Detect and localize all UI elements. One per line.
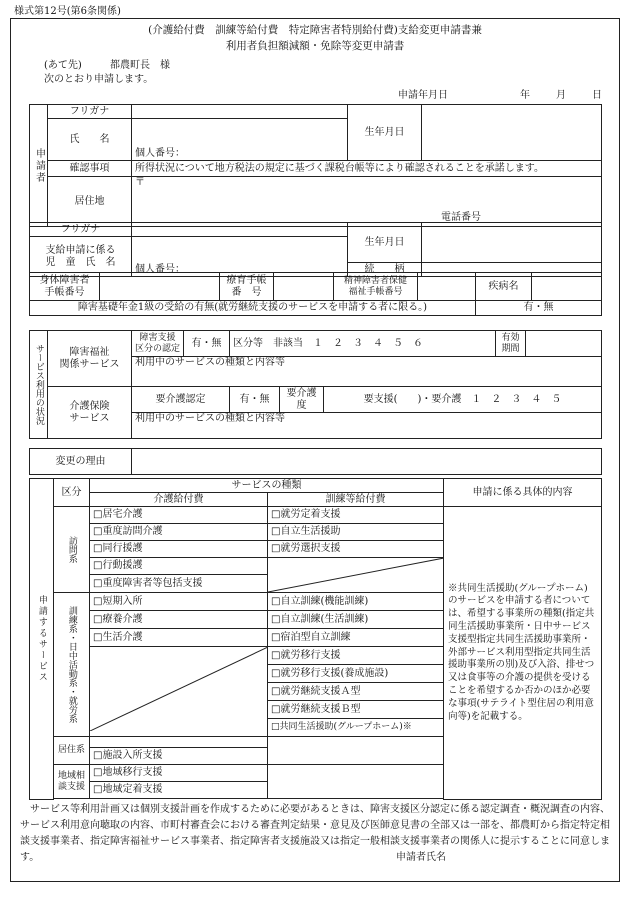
visiting-care-item[interactable]: □重度障害者等包括支援: [93, 578, 203, 589]
phone-label: 電話番号: [441, 212, 481, 223]
consent-label: 確認事項: [48, 161, 132, 177]
child-birthdate-label: 生年月日: [348, 223, 422, 263]
disease-label: 疾病名: [476, 273, 532, 301]
furigana-label: フリガナ: [48, 105, 132, 119]
services-table: [29, 478, 602, 800]
daytime-training-item[interactable]: □就労継続支援Ａ型: [268, 683, 443, 701]
rehab-handbook-field[interactable]: [274, 273, 334, 301]
pension-yes-no[interactable]: 有・無: [476, 301, 602, 316]
name-field[interactable]: [132, 119, 348, 161]
community-training-empty: [268, 765, 444, 799]
date-year: 年: [520, 90, 530, 101]
child-personal-number: 個人番号：: [135, 264, 185, 275]
valid-period-label: [496, 331, 526, 357]
change-reason-label: 変更の理由: [30, 449, 132, 475]
child-label-line2: 児 童 氏 名: [45, 256, 116, 268]
visiting-training-item[interactable]: □自立生活援助: [268, 524, 443, 541]
mental-line1: 精神障害者保健: [343, 275, 407, 286]
daytime-care-item[interactable]: □生活介護: [90, 629, 267, 647]
valid-line1: 有効: [501, 332, 520, 343]
residential-label: 居住系: [54, 737, 90, 765]
title-line-2: 利用者負担額減額・免除等変更申請書: [225, 40, 405, 52]
visiting-training-item[interactable]: □就労定着支援: [268, 507, 443, 524]
visiting-label: 訪問系: [54, 507, 90, 593]
daytime-training-item[interactable]: □就労移行支援(養成施設): [268, 665, 443, 683]
support-cert-line2: 区分の認定: [135, 343, 181, 354]
support-cert-yes-no[interactable]: 有・無: [184, 331, 230, 357]
community-care-item[interactable]: □地域移行支援: [90, 765, 267, 782]
care-level-label: 要介護度: [280, 387, 324, 413]
visiting-diagonal: [268, 558, 444, 592]
valid-line2: 期間: [501, 343, 520, 354]
pension-text: 障害基礎年金1級の受給の有無(就労継続支援のサービスを申請する者に限る。): [30, 301, 476, 316]
change-reason-field[interactable]: [132, 449, 602, 475]
child-name-field[interactable]: [132, 237, 348, 277]
name-label: 氏 名: [48, 119, 132, 161]
community-label: 地域相談支援: [54, 765, 90, 799]
care-levels[interactable]: 要支援( )・要介護 １ ２ ３ ４ ５: [324, 387, 602, 413]
care-header: 介護給付費: [90, 493, 268, 507]
disease-field[interactable]: [532, 273, 602, 301]
daytime-training-item[interactable]: □自立訓練(生活訓練): [268, 611, 443, 629]
visiting-training-item[interactable]: □就労選択支援: [268, 541, 443, 558]
physical-handbook-field[interactable]: [100, 273, 220, 301]
residential-care-list: [90, 737, 268, 765]
child-name-label: [30, 237, 132, 277]
details-header: 申請に係る具体的内容: [444, 479, 602, 507]
residential-training-empty: [268, 737, 444, 765]
care-services-field[interactable]: 利用中のサービスの種類と内容等: [132, 413, 602, 439]
furigana-field[interactable]: [132, 105, 348, 119]
care-cert-yes-no[interactable]: 有・無: [230, 387, 280, 413]
visiting-care-item[interactable]: □重度訪問介護: [90, 524, 267, 541]
rehab-handbook-label: [220, 273, 274, 301]
address-field[interactable]: [132, 177, 602, 227]
community-care-item[interactable]: □地域定着支援: [93, 784, 163, 795]
signature-label: 申請者氏名: [396, 852, 446, 863]
category-label: 区分: [54, 479, 90, 507]
daytime-training-list: [268, 593, 444, 737]
daytime-training-item[interactable]: □就労継続支援Ｂ型: [268, 701, 443, 719]
care-cert-label: 要介護認定: [132, 387, 230, 413]
daytime-label: 訓練系・日中活動系・就労系: [54, 593, 90, 737]
details-note[interactable]: ※共同生活援助(グループホーム)のサービスを申請する者については、希望する事業所の種類(指定共同生活援助事業所・日中サービス支援型指定共同生活援助事業所・外部サービス利用型指定共同生活援助事業所の別)及び入浴、排せつ又は食事等の介護の提供を受けることを希望するか否かのほか必要な事項(サテライト型住居の利用意向等)を記載する。: [444, 507, 602, 800]
support-category[interactable]: 区分等 非該当 １ ２ ３ ４ ５ ６: [230, 331, 496, 357]
daytime-training-item[interactable]: □共同生活援助(グループホーム)※: [271, 722, 412, 732]
residential-care-item[interactable]: □施設入所支援: [90, 747, 267, 764]
birthdate-label: 生年月日: [348, 105, 422, 161]
care-line1: 介護保険: [69, 400, 110, 412]
daytime-training-item[interactable]: □就労移行支援: [268, 647, 443, 665]
date-label: 申請年月日: [398, 90, 448, 101]
intro-text: 次のとおり申請します。: [44, 74, 154, 85]
welfare-line1: 障害福祉: [69, 346, 110, 358]
child-label-line1: 支給申請に係る: [45, 244, 116, 256]
footer-consent: [20, 802, 612, 866]
care-insurance-label: [48, 387, 132, 439]
addressee: 都農町長 様: [110, 60, 170, 71]
birthdate-field[interactable]: [422, 105, 602, 161]
child-furigana-field[interactable]: [132, 223, 348, 237]
support-cert-label: [132, 331, 184, 357]
change-reason-table: [29, 448, 602, 475]
addressee-label: (あて先): [44, 60, 82, 71]
visiting-care-item[interactable]: □行動援護: [90, 558, 267, 575]
mental-handbook-field[interactable]: [418, 273, 476, 301]
support-cert-line1: 障害支援: [139, 332, 176, 343]
footer-consent-text: サービス等利用計画又は個別支援計画を作成するために必要があるときは、障害支援区分認定に係る認定調査・概況調査の内容、サービス利用意向聴取の内容、市町村審査会における審査判定結果・意見及び医師意見書の全部又は一部を、都農町から指定特定相談支援事業者、指定障害福祉サービス事業者、指定障害者支援施設又は指定一般相談支援事業者の関係人に提示することに同意します。: [20, 804, 610, 863]
daytime-care-item[interactable]: □短期入所: [90, 593, 267, 611]
visiting-care-item[interactable]: □同行援護: [90, 541, 267, 558]
care-line2: サービス: [69, 412, 110, 424]
child-table: [29, 222, 602, 277]
daytime-training-item[interactable]: □自立訓練(機能訓練): [268, 593, 443, 611]
community-care-list: [90, 765, 268, 799]
services-section-label: 申請するサービス: [30, 479, 54, 800]
usage-section-label: サービス利用の状況: [30, 331, 48, 439]
usage-table: [29, 330, 602, 439]
personal-number-label: 個人番号：: [135, 148, 185, 159]
postal-mark: 〒: [135, 177, 145, 188]
daytime-diagonal: [90, 647, 268, 731]
physical-handbook-label: [30, 273, 100, 301]
mental-line2: 福祉手帳番号: [348, 286, 403, 297]
handbook-table: [29, 272, 602, 316]
mental-handbook-label: [334, 273, 418, 301]
date-day: 日: [592, 90, 602, 101]
date-month: 月: [556, 90, 566, 101]
applicant-section-label: 申請者: [30, 105, 48, 227]
welfare-line2: 関係サービス: [59, 358, 120, 370]
address-label: 居住地: [48, 177, 132, 227]
child-birthdate-field[interactable]: [422, 223, 602, 263]
types-header: サービスの種類: [90, 479, 444, 493]
applicant-table: [29, 104, 602, 227]
welfare-label: [48, 331, 132, 387]
welfare-services-field[interactable]: 利用中のサービスの種類と内容等: [132, 357, 602, 387]
training-header: 訓練等給付費: [268, 493, 444, 507]
physical-line1: 身体障害者: [39, 274, 90, 286]
form-number: 様式第12号(第6条関係): [14, 6, 121, 17]
daytime-care-item[interactable]: □療養介護: [90, 611, 267, 629]
daytime-training-item[interactable]: □宿泊型自立訓練: [268, 629, 443, 647]
child-furigana-label: フリガナ: [30, 223, 132, 237]
consent-text: 所得状況について地方税法の規定に基づく課税台帳等により確認されることを承諾します。: [132, 161, 602, 177]
rehab-line1: 療育手帳: [226, 274, 267, 286]
relation-label: 続 柄: [348, 263, 422, 277]
daytime-care-list: [90, 593, 268, 737]
visiting-care-item[interactable]: □居宅介護: [90, 507, 267, 524]
physical-line2: 手帳番号: [44, 286, 85, 298]
visiting-care-list: [90, 507, 268, 593]
title-line-1: (介護給付費 訓練等給付費 特定障害者特別給付費)支給変更申請書兼: [148, 24, 482, 36]
visiting-training-list: [268, 507, 444, 593]
rehab-line2: 番 号: [231, 286, 262, 298]
valid-period-field[interactable]: [526, 331, 602, 357]
